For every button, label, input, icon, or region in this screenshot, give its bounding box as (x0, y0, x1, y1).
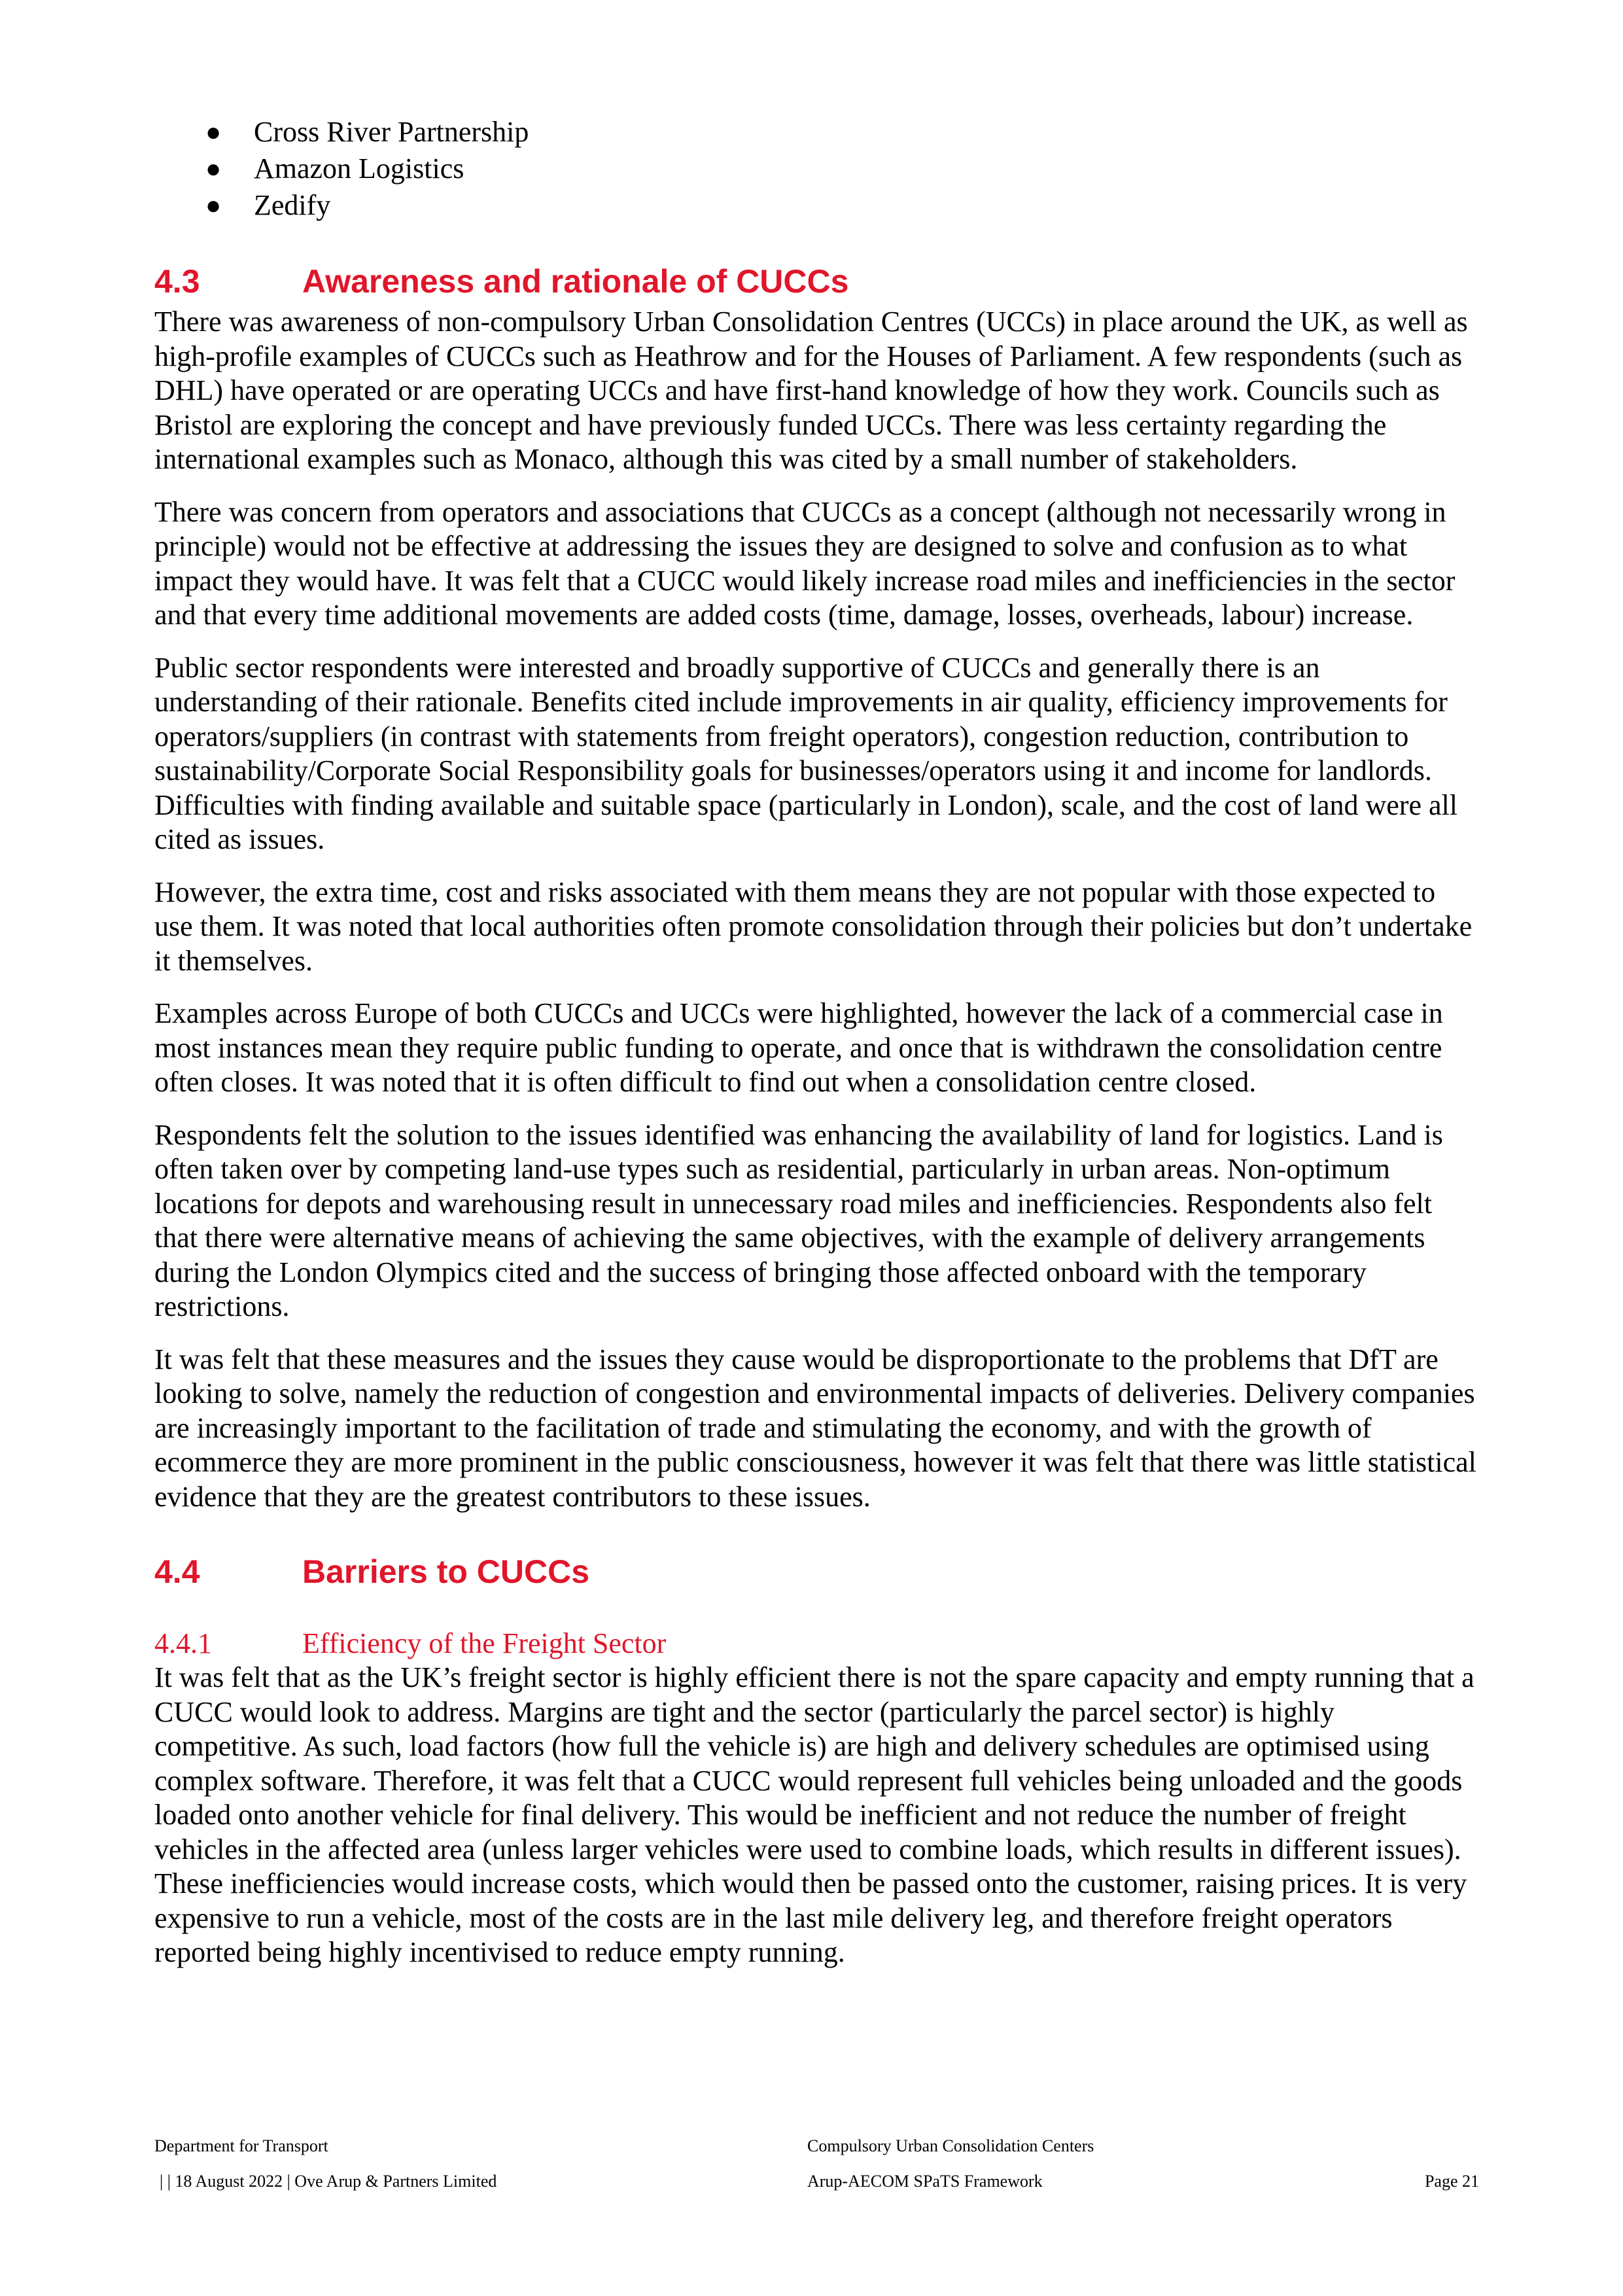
footer-project: Compulsory Urban Consolidation Centers (807, 2136, 1094, 2155)
bullet-list (154, 114, 1479, 224)
section-heading-4-3 (154, 262, 1479, 301)
list-item (154, 187, 1479, 224)
footer-row-2 (154, 2171, 1479, 2192)
subsection-number: 4.4.1 (154, 1627, 212, 1659)
paragraph: There was awareness of non-compulsory Urban Consolidation Centres (UCCs) in place around the UK, as well as high-profile examples of CUCCs such as Heathrow and for the Houses of Parliament. A few respondents (such as DHL) have operated or are operating UCCs and have first-hand knowledge of how they work. Councils such as Bristol are exploring the concept and have previously funded UCCs. There was less certainty regarding the international examples such as Monaco, although this was cited by a small number of stakeholders. (154, 306, 1468, 475)
footer-client: Department for Transport (154, 2136, 328, 2155)
paragraph: Public sector respondents were interested and broadly supportive of CUCCs and generally there is an understanding of their rationale. Benefits cited include improvements in air quality, efficiency improvements for operators/suppliers (in contrast with statements from freight operators), congestion reduction, contribution to sustainability/Corporate Social Responsibility goals for businesses/operators using it and income for landlords. Difficulties with finding available and suitable space (particularly in London), scale, and the cost of land were all cited as issues. (154, 651, 1457, 855)
paragraph: Respondents felt the solution to the issues identified was enhancing the availability of land for logistics. Land is often taken over by competing land-use types such as residential, particularly in urban areas. Non-optimum locations for depots and warehousing result in unnecessary road miles and inefficiencies. Respondents also felt that there were alternative means of achieving the same objectives, with the example of delivery arrangements during the London Olympics cited and the success of bringing those affected onboard with the temporary restrictions. (154, 1118, 1443, 1322)
footer-page-number: Page 21 (1424, 2172, 1479, 2191)
section-number: 4.3 (154, 263, 200, 300)
list-item (154, 114, 1479, 150)
paragraph: There was concern from operators and associations that CUCCs as a concept (although not necessarily wrong in principle) would not be effective at addressing the issues they are designed to solve and confusion as to what impact they would have. It was felt that a CUCC would likely increase road miles and inefficiencies in the sector and that every time additional movements are added costs (time, damage, losses, overheads, labour) increase. (154, 495, 1456, 631)
paragraph: It was felt that as the UK’s freight sector is highly efficient there is not the spare capacity and empty running that a CUCC would look to address. Margins are tight and the sector (particularly the parcel sector) is highly competitive. As such, load factors (how full the vehicle is) are high and delivery schedules are optimised using complex software. Therefore, it was felt that a CUCC would represent full vehicles being unloaded and the goods loaded onto another vehicle for final delivery. This would be inefficient and not reduce the number of freight vehicles in the affected area (unless larger vehicles were used to combine loads, which results in different issues). These inefficiencies would increase costs, which would then be passed onto the customer, raising prices. It is very expensive to run a vehicle, most of the costs are in the last mile delivery leg, and therefore freight operators reported being highly incentivised to reduce empty running. (154, 1661, 1475, 1968)
footer-row-1 (154, 2136, 1479, 2157)
paragraph: Examples across Europe of both CUCCs and UCCs were highlighted, however the lack of a commercial case in most instances mean they require public funding to operate, and once that is withdrawn the consolidation centre often closes. It was noted that it is often difficult to find out when a consolidation centre closed. (154, 997, 1443, 1098)
paragraph: It was felt that these measures and the issues they cause would be disproportionate to the problems that DfT are looking to solve, namely the reduction of congestion and environmental impacts of deliveries. Delivery companies are increasingly important to the facilitation of trade and stimulating the economy, and with the growth of ecommerce they are more prominent in the public consciousness, however it was felt that there was little statistical evidence that they are the greatest contributors to these issues. (154, 1343, 1476, 1513)
bullet-icon: ● (205, 190, 222, 220)
bullet-text: Zedify (254, 189, 331, 221)
page-content (154, 114, 1479, 1988)
bullet-text: Amazon Logistics (254, 152, 464, 185)
section-heading-4-4 (154, 1552, 1479, 1591)
section-number: 4.4 (154, 1553, 200, 1590)
subsection-heading-4-4-1 (154, 1627, 1479, 1661)
footer-meta: | | 18 August 2022 | Ove Arup & Partners Limited (160, 2172, 497, 2191)
paragraph: However, the extra time, cost and risks associated with them means they are not popular with those expected to use them. It was noted that local authorities often promote consolidation through their policies but don’t undertake it themselves. (154, 875, 1473, 977)
subsection-title: Efficiency of the Freight Sector (302, 1627, 667, 1659)
bullet-icon: ● (205, 154, 222, 183)
bullet-icon: ● (205, 117, 222, 147)
list-item (154, 150, 1479, 187)
section-title: Barriers to CUCCs (302, 1553, 590, 1590)
bullet-text: Cross River Partnership (254, 116, 529, 148)
section-title: Awareness and rationale of CUCCs (302, 263, 849, 300)
footer-framework: Arup-AECOM SPaTS Framework (807, 2172, 1043, 2191)
